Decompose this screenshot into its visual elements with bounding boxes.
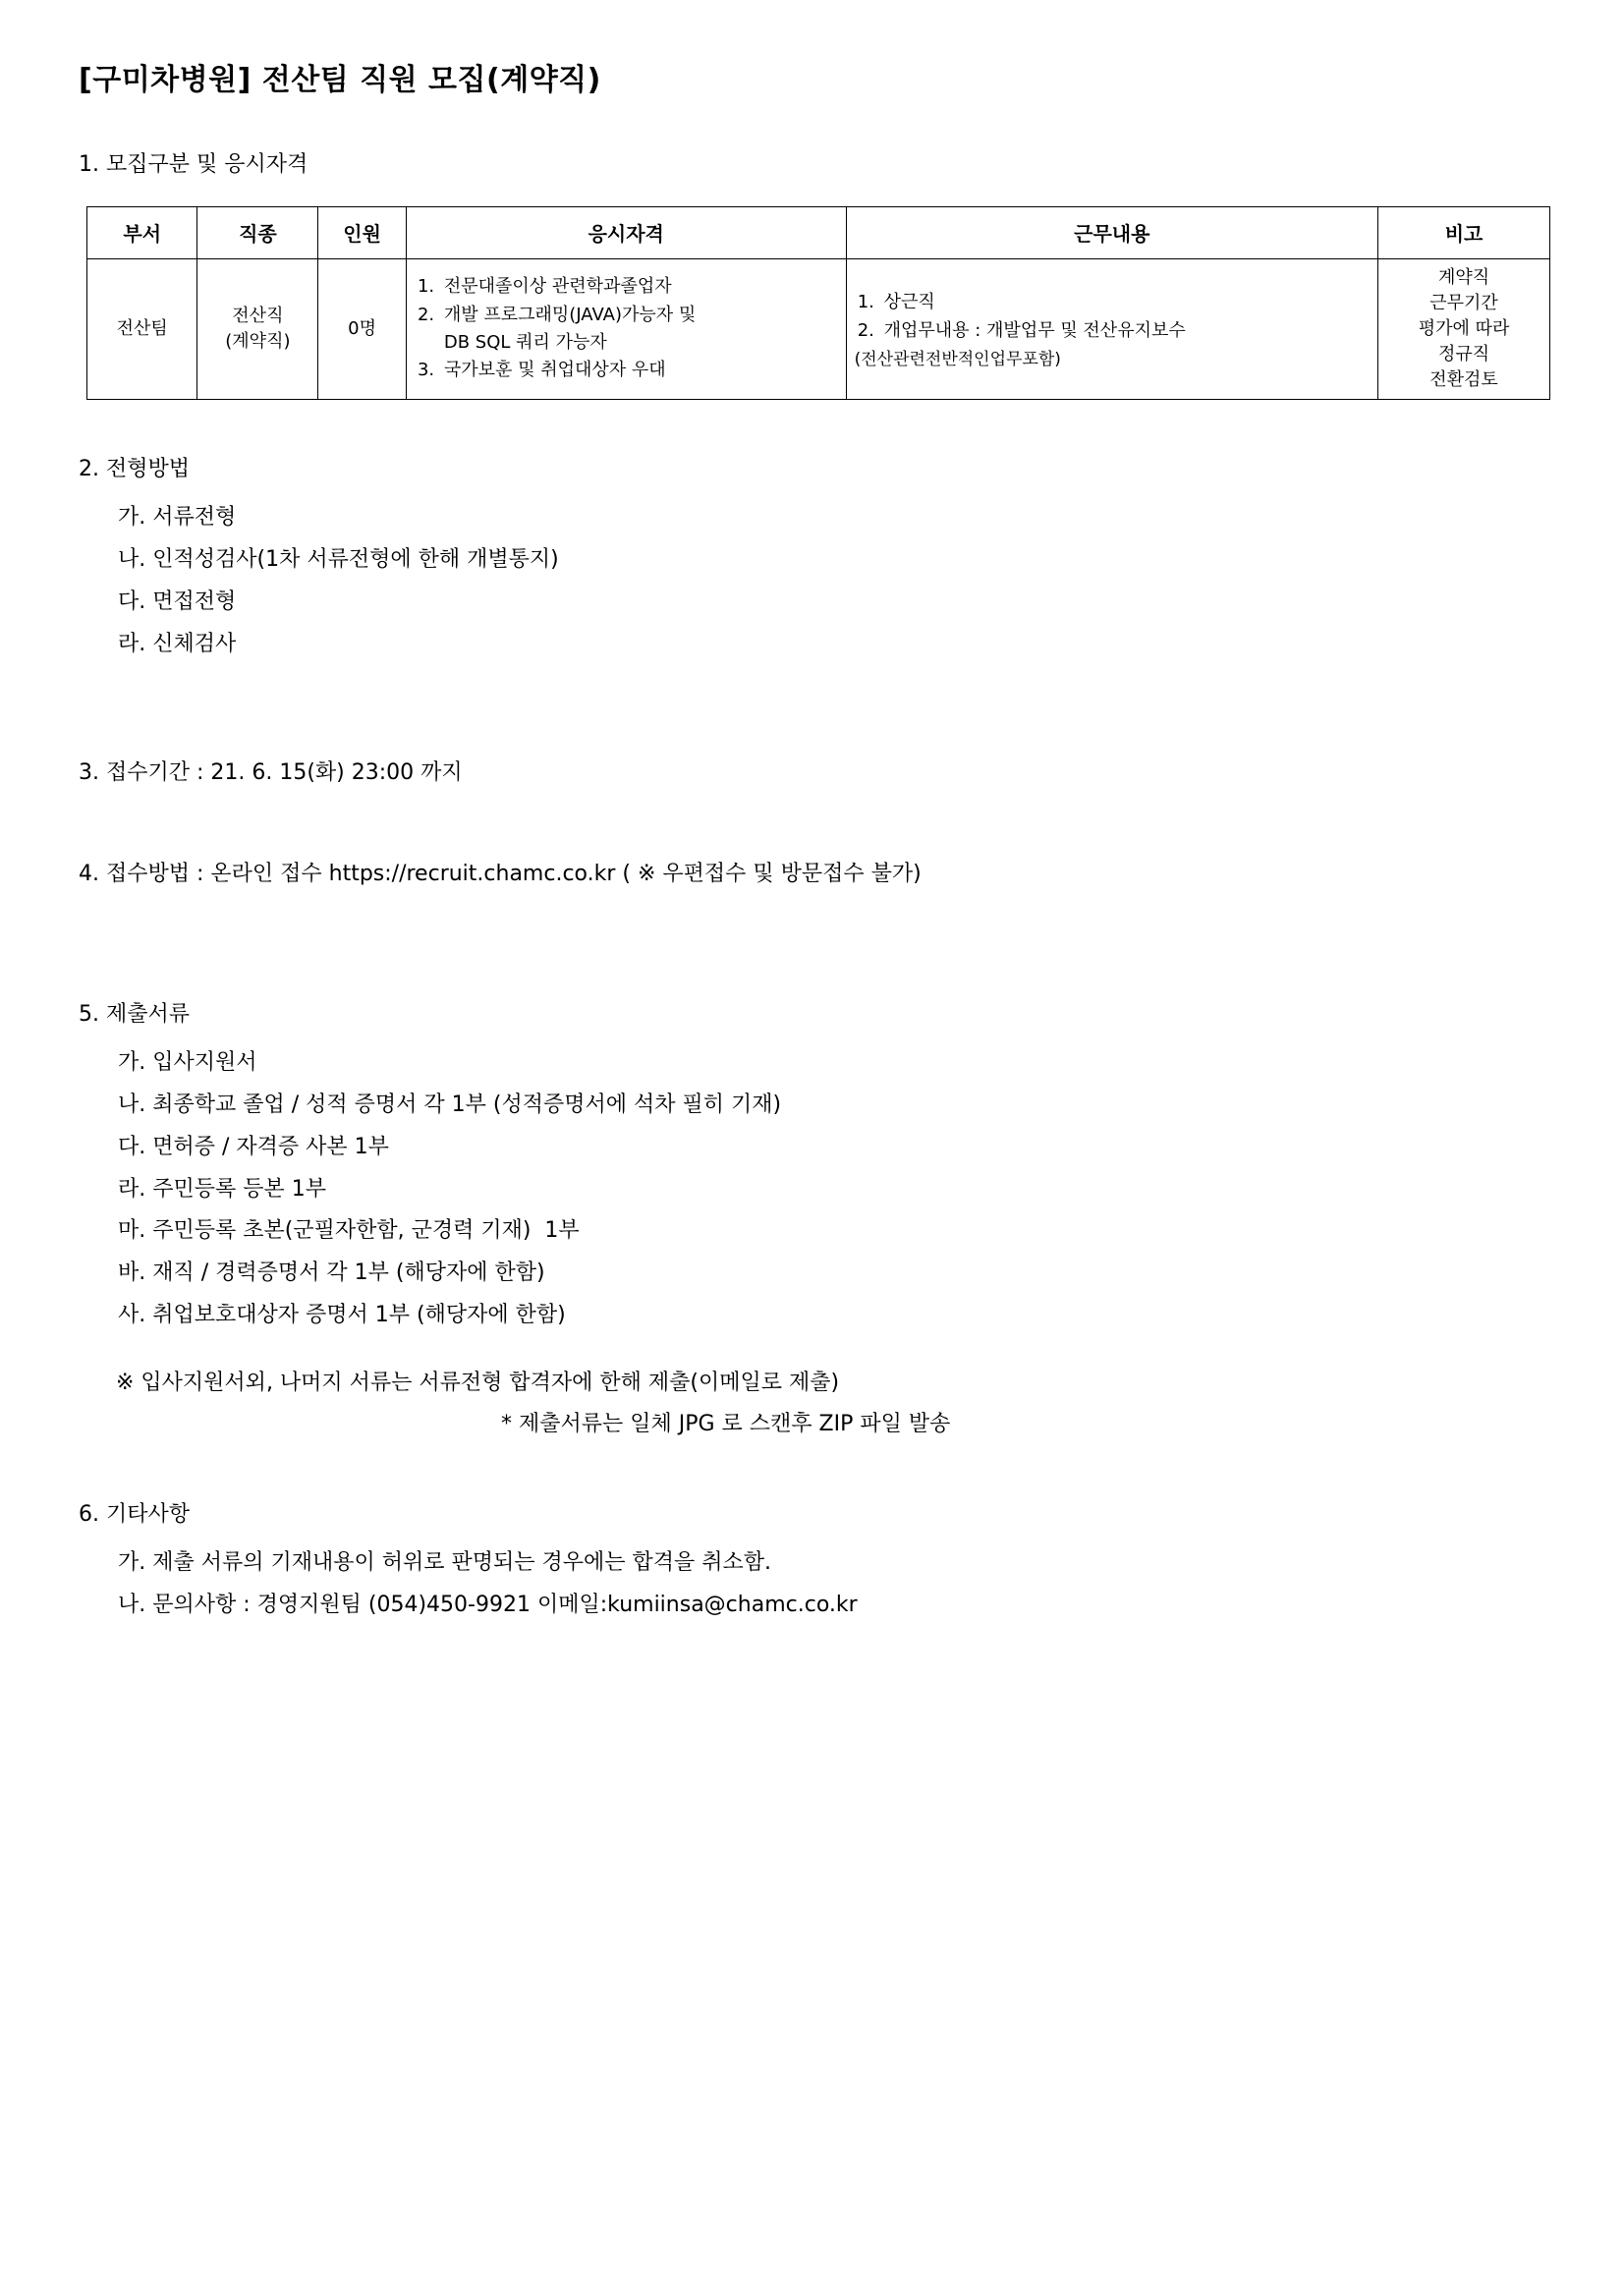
list-item: 2. 개업무내용 : 개발업무 및 전산유지보수 (880, 317, 1370, 345)
submission-note-1: ※ 입사지원서외, 나머지 서류는 서류전형 합격자에 한해 제출(이메일로 제출) (116, 1371, 840, 1396)
cell-dept: 전산팀 (87, 258, 197, 399)
recruitment-table (86, 206, 1550, 400)
list-item: 바. 재직 / 경력증명서 각 1부 (해당자에 한함) (118, 1260, 545, 1286)
section-2-heading: 2. 전형방법 (79, 457, 190, 482)
qualification-2-line-2: DB SQL 쿼리 가능자 (443, 332, 607, 354)
table-header-row (87, 206, 1550, 258)
section-3-heading: 3. 접수기간 : 21. 6. 15(화) 23:00 까지 (79, 759, 463, 785)
remark-line-1: 계약직 (1437, 266, 1490, 288)
remark-line-3: 평가에 따라 (1418, 317, 1510, 339)
submission-note-2: * 제출서류는 일체 JPG 로 스캔후 ZIP 파일 발송 (501, 1411, 951, 1436)
qualification-list (415, 273, 838, 385)
section-6 (79, 1498, 1545, 1627)
list-item: 라. 신체검사 (118, 631, 237, 656)
column-header-remark: 비고 (1378, 206, 1550, 258)
list-item: 나. 문의사항 : 경영지원팀 (054)450-9921 이메일:kumiinsa@chamc.co.kr (118, 1592, 858, 1617)
section-4 (79, 858, 1545, 890)
column-header-duty: 근무내용 (846, 206, 1377, 258)
duty-list (855, 289, 1370, 345)
list-item: 나. 최종학교 졸업 / 성적 증명서 각 1부 (성적증명서에 석차 필히 기재) (118, 1092, 782, 1117)
list-item (440, 302, 838, 358)
cell-count: 0명 (318, 258, 407, 399)
list-item: 1. 전문대졸이상 관련학과졸업자 (440, 273, 838, 301)
section-6-list (118, 1542, 1545, 1627)
section-4-heading: 4. 접수방법 : 온라인 접수 https://recruit.chamc.co.kr ( ※ 우편접수 및 방문접수 불가) (79, 861, 922, 886)
column-header-qualification: 응시자격 (406, 206, 846, 258)
list-item: 다. 면접전형 (118, 589, 237, 615)
section-2-list (118, 497, 1545, 666)
list-item: 다. 면허증 / 자격증 사본 1부 (118, 1134, 389, 1159)
remark-line-2: 근무기간 (1429, 292, 1498, 313)
list-item: 가. 입사지원서 (118, 1049, 257, 1075)
cell-job (197, 258, 318, 399)
list-item: 가. 서류전형 (118, 505, 237, 531)
list-item: 가. 제출 서류의 기재내용이 허위로 판명되는 경우에는 합격을 취소함. (118, 1549, 771, 1575)
column-header-job: 직종 (197, 206, 318, 258)
section-5-list (118, 1042, 1545, 1337)
cell-qualifications (406, 258, 846, 399)
section-5-heading: 5. 제출서류 (79, 1001, 190, 1027)
table-row (87, 258, 1550, 399)
page-title: [구미차병원] 전산팀 직원 모집(계약직) (79, 63, 601, 97)
remark-line-4: 정규직 (1437, 344, 1490, 365)
qualification-2-line-1: 2. 개발 프로그래밍(JAVA)가능자 및 (443, 304, 697, 325)
cell-duties (846, 258, 1377, 399)
section-5 (79, 998, 1545, 1445)
list-item: 나. 인적성검사(1차 서류전형에 한해 개별통지) (118, 547, 559, 573)
cell-job-line-1: 전산직 (232, 305, 284, 326)
column-header-count: 인원 (318, 206, 407, 258)
list-item: 1. 상근직 (880, 289, 1370, 316)
column-header-dept: 부서 (87, 206, 197, 258)
section-2 (79, 453, 1545, 666)
list-item: 마. 주민등록 초본(군필자한함, 군경력 기재) 1부 (118, 1218, 580, 1244)
section-1-heading: 1. 모집구분 및 응시자격 (79, 152, 308, 177)
list-item: 3. 국가보훈 및 취업대상자 우대 (440, 357, 838, 384)
list-item: 사. 취업보호대상자 증명서 1부 (해당자에 한함) (118, 1303, 566, 1328)
section-6-heading: 6. 기타사항 (79, 1501, 190, 1527)
remark-line-5: 전환검토 (1429, 369, 1498, 391)
cell-remark (1378, 258, 1550, 399)
duty-note: (전산관련전반적인업무포함) (854, 349, 1061, 369)
cell-job-line-2: (계약직) (225, 331, 291, 353)
section-3 (79, 756, 1545, 789)
list-item: 라. 주민등록 등본 1부 (118, 1176, 326, 1202)
